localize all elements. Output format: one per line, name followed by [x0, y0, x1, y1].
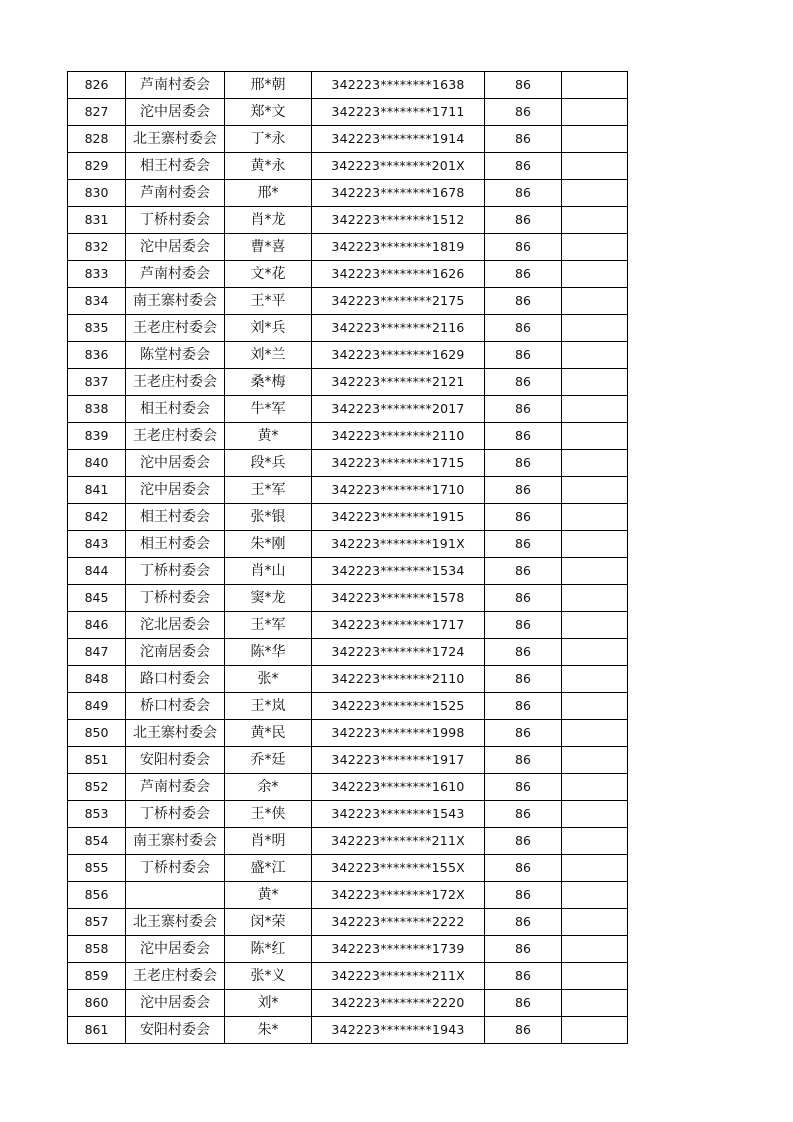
score-cell: 86	[485, 288, 562, 315]
row-number-cell: 829	[68, 153, 126, 180]
village-committee-cell: 沱北居委会	[126, 612, 225, 639]
table-row	[68, 801, 628, 828]
row-number-cell: 835	[68, 315, 126, 342]
row-number-cell: 833	[68, 261, 126, 288]
id-number-cell: 342223********1626	[312, 261, 485, 288]
score-cell: 86	[485, 180, 562, 207]
village-committee-cell: 丁桥村委会	[126, 801, 225, 828]
person-name-cell: 王*岚	[225, 693, 312, 720]
id-number-cell: 342223********2017	[312, 396, 485, 423]
id-number-cell: 342223********1998	[312, 720, 485, 747]
person-name-cell: 黄*永	[225, 153, 312, 180]
table-row	[68, 747, 628, 774]
remarks-cell	[562, 747, 628, 774]
id-number-cell: 342223********2222	[312, 909, 485, 936]
score-cell: 86	[485, 720, 562, 747]
table-row	[68, 774, 628, 801]
table-row	[68, 477, 628, 504]
score-cell: 86	[485, 612, 562, 639]
score-cell: 86	[485, 126, 562, 153]
person-name-cell: 朱*	[225, 1017, 312, 1044]
id-number-cell: 342223********1512	[312, 207, 485, 234]
remarks-cell	[562, 423, 628, 450]
table-row	[68, 666, 628, 693]
person-name-cell: 陈*华	[225, 639, 312, 666]
id-number-cell: 342223********1724	[312, 639, 485, 666]
score-cell: 86	[485, 855, 562, 882]
remarks-cell	[562, 450, 628, 477]
row-number-cell: 842	[68, 504, 126, 531]
row-number-cell: 851	[68, 747, 126, 774]
remarks-cell	[562, 315, 628, 342]
person-name-cell: 郑*文	[225, 99, 312, 126]
remarks-cell	[562, 801, 628, 828]
table-row	[68, 693, 628, 720]
village-committee-cell: 桥口村委会	[126, 693, 225, 720]
table-row	[68, 639, 628, 666]
village-committee-cell: 沱中居委会	[126, 477, 225, 504]
id-number-cell: 342223********191X	[312, 531, 485, 558]
remarks-cell	[562, 990, 628, 1017]
person-name-cell: 盛*江	[225, 855, 312, 882]
village-committee-cell: 相王村委会	[126, 396, 225, 423]
remarks-cell	[562, 666, 628, 693]
score-cell: 86	[485, 450, 562, 477]
person-name-cell: 陈*红	[225, 936, 312, 963]
id-number-cell: 342223********1578	[312, 585, 485, 612]
score-cell: 86	[485, 369, 562, 396]
remarks-cell	[562, 720, 628, 747]
table-row	[68, 153, 628, 180]
remarks-cell	[562, 585, 628, 612]
row-number-cell: 858	[68, 936, 126, 963]
village-committee-cell: 路口村委会	[126, 666, 225, 693]
id-number-cell: 342223********2121	[312, 369, 485, 396]
score-cell: 86	[485, 531, 562, 558]
score-cell: 86	[485, 693, 562, 720]
person-name-cell: 黄*民	[225, 720, 312, 747]
table-row	[68, 99, 628, 126]
row-number-cell: 854	[68, 828, 126, 855]
row-number-cell: 850	[68, 720, 126, 747]
id-number-cell: 342223********1717	[312, 612, 485, 639]
person-name-cell: 王*侠	[225, 801, 312, 828]
remarks-cell	[562, 342, 628, 369]
remarks-cell	[562, 72, 628, 99]
id-number-cell: 342223********1543	[312, 801, 485, 828]
id-number-cell: 342223********2116	[312, 315, 485, 342]
table-row	[68, 261, 628, 288]
village-committee-cell: 相王村委会	[126, 153, 225, 180]
village-committee-cell: 北王寨村委会	[126, 909, 225, 936]
village-committee-cell: 沱中居委会	[126, 99, 225, 126]
id-number-cell: 342223********1917	[312, 747, 485, 774]
person-name-cell: 牛*军	[225, 396, 312, 423]
id-number-cell: 342223********172X	[312, 882, 485, 909]
remarks-cell	[562, 882, 628, 909]
table-row	[68, 315, 628, 342]
remarks-cell	[562, 693, 628, 720]
table-row	[68, 288, 628, 315]
person-name-cell: 王*军	[225, 477, 312, 504]
row-number-cell: 859	[68, 963, 126, 990]
remarks-cell	[562, 369, 628, 396]
row-number-cell: 831	[68, 207, 126, 234]
remarks-cell	[562, 909, 628, 936]
score-cell: 86	[485, 315, 562, 342]
village-committee-cell: 沱南居委会	[126, 639, 225, 666]
score-cell: 86	[485, 801, 562, 828]
score-cell: 86	[485, 990, 562, 1017]
village-committee-cell: 丁桥村委会	[126, 855, 225, 882]
table-row	[68, 936, 628, 963]
id-number-cell: 342223********1678	[312, 180, 485, 207]
table-row	[68, 909, 628, 936]
village-committee-cell: 王老庄村委会	[126, 369, 225, 396]
village-committee-cell: 沱中居委会	[126, 990, 225, 1017]
row-number-cell: 845	[68, 585, 126, 612]
remarks-cell	[562, 936, 628, 963]
village-committee-cell: 王老庄村委会	[126, 423, 225, 450]
person-name-cell: 桑*梅	[225, 369, 312, 396]
row-number-cell: 826	[68, 72, 126, 99]
table-row	[68, 396, 628, 423]
village-committee-cell: 南王寨村委会	[126, 288, 225, 315]
remarks-cell	[562, 477, 628, 504]
remarks-cell	[562, 153, 628, 180]
person-name-cell: 张*银	[225, 504, 312, 531]
person-name-cell: 王*军	[225, 612, 312, 639]
id-number-cell: 342223********1914	[312, 126, 485, 153]
row-number-cell: 838	[68, 396, 126, 423]
id-number-cell: 342223********2220	[312, 990, 485, 1017]
person-name-cell: 乔*廷	[225, 747, 312, 774]
roster-table-body	[68, 72, 628, 1044]
person-name-cell: 肖*明	[225, 828, 312, 855]
row-number-cell: 852	[68, 774, 126, 801]
table-row	[68, 126, 628, 153]
row-number-cell: 849	[68, 693, 126, 720]
table-row	[68, 423, 628, 450]
row-number-cell: 840	[68, 450, 126, 477]
score-cell: 86	[485, 639, 562, 666]
id-number-cell: 342223********2110	[312, 666, 485, 693]
village-committee-cell: 丁桥村委会	[126, 585, 225, 612]
table-row	[68, 342, 628, 369]
village-committee-cell: 丁桥村委会	[126, 558, 225, 585]
remarks-cell	[562, 855, 628, 882]
id-number-cell: 342223********201X	[312, 153, 485, 180]
row-number-cell: 855	[68, 855, 126, 882]
remarks-cell	[562, 1017, 628, 1044]
id-number-cell: 342223********1638	[312, 72, 485, 99]
village-committee-cell: 沱中居委会	[126, 450, 225, 477]
remarks-cell	[562, 558, 628, 585]
village-committee-cell: 芦南村委会	[126, 180, 225, 207]
remarks-cell	[562, 774, 628, 801]
table-row	[68, 72, 628, 99]
score-cell: 86	[485, 99, 562, 126]
remarks-cell	[562, 126, 628, 153]
row-number-cell: 848	[68, 666, 126, 693]
score-cell: 86	[485, 396, 562, 423]
row-number-cell: 861	[68, 1017, 126, 1044]
table-row	[68, 828, 628, 855]
person-name-cell: 张*	[225, 666, 312, 693]
person-name-cell: 黄*	[225, 423, 312, 450]
remarks-cell	[562, 504, 628, 531]
person-name-cell: 闵*荣	[225, 909, 312, 936]
village-committee-cell: 安阳村委会	[126, 747, 225, 774]
row-number-cell: 832	[68, 234, 126, 261]
table-row	[68, 207, 628, 234]
id-number-cell: 342223********211X	[312, 828, 485, 855]
table-row	[68, 558, 628, 585]
village-committee-cell: 相王村委会	[126, 504, 225, 531]
score-cell: 86	[485, 207, 562, 234]
row-number-cell: 856	[68, 882, 126, 909]
row-number-cell: 830	[68, 180, 126, 207]
id-number-cell: 342223********1710	[312, 477, 485, 504]
id-number-cell: 342223********1525	[312, 693, 485, 720]
score-cell: 86	[485, 504, 562, 531]
score-cell: 86	[485, 1017, 562, 1044]
table-row	[68, 585, 628, 612]
score-cell: 86	[485, 342, 562, 369]
table-row	[68, 720, 628, 747]
id-number-cell: 342223********1915	[312, 504, 485, 531]
village-committee-cell: 芦南村委会	[126, 774, 225, 801]
person-name-cell: 刘*兰	[225, 342, 312, 369]
score-cell: 86	[485, 153, 562, 180]
table-row	[68, 234, 628, 261]
village-committee-cell: 芦南村委会	[126, 261, 225, 288]
remarks-cell	[562, 207, 628, 234]
id-number-cell: 342223********155X	[312, 855, 485, 882]
id-number-cell: 342223********1739	[312, 936, 485, 963]
village-committee-cell: 相王村委会	[126, 531, 225, 558]
person-name-cell: 丁*永	[225, 126, 312, 153]
table-row	[68, 990, 628, 1017]
person-name-cell: 朱*刚	[225, 531, 312, 558]
village-committee-cell: 北王寨村委会	[126, 720, 225, 747]
row-number-cell: 846	[68, 612, 126, 639]
person-name-cell: 余*	[225, 774, 312, 801]
table-row	[68, 180, 628, 207]
id-number-cell: 342223********1610	[312, 774, 485, 801]
remarks-cell	[562, 396, 628, 423]
table-row	[68, 504, 628, 531]
row-number-cell: 827	[68, 99, 126, 126]
id-number-cell: 342223********1943	[312, 1017, 485, 1044]
row-number-cell: 847	[68, 639, 126, 666]
person-name-cell: 窦*龙	[225, 585, 312, 612]
remarks-cell	[562, 99, 628, 126]
row-number-cell: 853	[68, 801, 126, 828]
village-committee-cell: 沱中居委会	[126, 936, 225, 963]
person-name-cell: 曹*喜	[225, 234, 312, 261]
id-number-cell: 342223********1711	[312, 99, 485, 126]
score-cell: 86	[485, 423, 562, 450]
remarks-cell	[562, 639, 628, 666]
remarks-cell	[562, 288, 628, 315]
table-row	[68, 369, 628, 396]
person-name-cell: 段*兵	[225, 450, 312, 477]
score-cell: 86	[485, 936, 562, 963]
village-committee-cell: 陈堂村委会	[126, 342, 225, 369]
village-committee-cell: 王老庄村委会	[126, 315, 225, 342]
village-committee-cell: 北王寨村委会	[126, 126, 225, 153]
village-committee-cell	[126, 882, 225, 909]
id-number-cell: 342223********1819	[312, 234, 485, 261]
person-name-cell: 黄*	[225, 882, 312, 909]
score-cell: 86	[485, 774, 562, 801]
remarks-cell	[562, 180, 628, 207]
remarks-cell	[562, 963, 628, 990]
row-number-cell: 860	[68, 990, 126, 1017]
row-number-cell: 857	[68, 909, 126, 936]
score-cell: 86	[485, 585, 562, 612]
score-cell: 86	[485, 747, 562, 774]
remarks-cell	[562, 261, 628, 288]
table-row	[68, 855, 628, 882]
remarks-cell	[562, 531, 628, 558]
roster-table	[67, 71, 628, 1044]
score-cell: 86	[485, 909, 562, 936]
row-number-cell: 844	[68, 558, 126, 585]
row-number-cell: 841	[68, 477, 126, 504]
person-name-cell: 刘*	[225, 990, 312, 1017]
person-name-cell: 邢*朝	[225, 72, 312, 99]
row-number-cell: 828	[68, 126, 126, 153]
table-row	[68, 963, 628, 990]
score-cell: 86	[485, 666, 562, 693]
row-number-cell: 836	[68, 342, 126, 369]
person-name-cell: 刘*兵	[225, 315, 312, 342]
village-committee-cell: 丁桥村委会	[126, 207, 225, 234]
person-name-cell: 肖*龙	[225, 207, 312, 234]
village-committee-cell: 安阳村委会	[126, 1017, 225, 1044]
remarks-cell	[562, 612, 628, 639]
table-row	[68, 882, 628, 909]
score-cell: 86	[485, 261, 562, 288]
table-row	[68, 612, 628, 639]
id-number-cell: 342223********1715	[312, 450, 485, 477]
person-name-cell: 张*义	[225, 963, 312, 990]
row-number-cell: 834	[68, 288, 126, 315]
person-name-cell: 王*平	[225, 288, 312, 315]
person-name-cell: 肖*山	[225, 558, 312, 585]
row-number-cell: 843	[68, 531, 126, 558]
person-name-cell: 文*花	[225, 261, 312, 288]
table-row	[68, 450, 628, 477]
id-number-cell: 342223********2110	[312, 423, 485, 450]
person-name-cell: 邢*	[225, 180, 312, 207]
row-number-cell: 837	[68, 369, 126, 396]
score-cell: 86	[485, 234, 562, 261]
village-committee-cell: 王老庄村委会	[126, 963, 225, 990]
table-row	[68, 531, 628, 558]
score-cell: 86	[485, 882, 562, 909]
score-cell: 86	[485, 828, 562, 855]
row-number-cell: 839	[68, 423, 126, 450]
score-cell: 86	[485, 72, 562, 99]
id-number-cell: 342223********1534	[312, 558, 485, 585]
score-cell: 86	[485, 963, 562, 990]
id-number-cell: 342223********2175	[312, 288, 485, 315]
score-cell: 86	[485, 477, 562, 504]
village-committee-cell: 南王寨村委会	[126, 828, 225, 855]
id-number-cell: 342223********1629	[312, 342, 485, 369]
remarks-cell	[562, 828, 628, 855]
table-row	[68, 1017, 628, 1044]
id-number-cell: 342223********211X	[312, 963, 485, 990]
village-committee-cell: 芦南村委会	[126, 72, 225, 99]
score-cell: 86	[485, 558, 562, 585]
remarks-cell	[562, 234, 628, 261]
village-committee-cell: 沱中居委会	[126, 234, 225, 261]
